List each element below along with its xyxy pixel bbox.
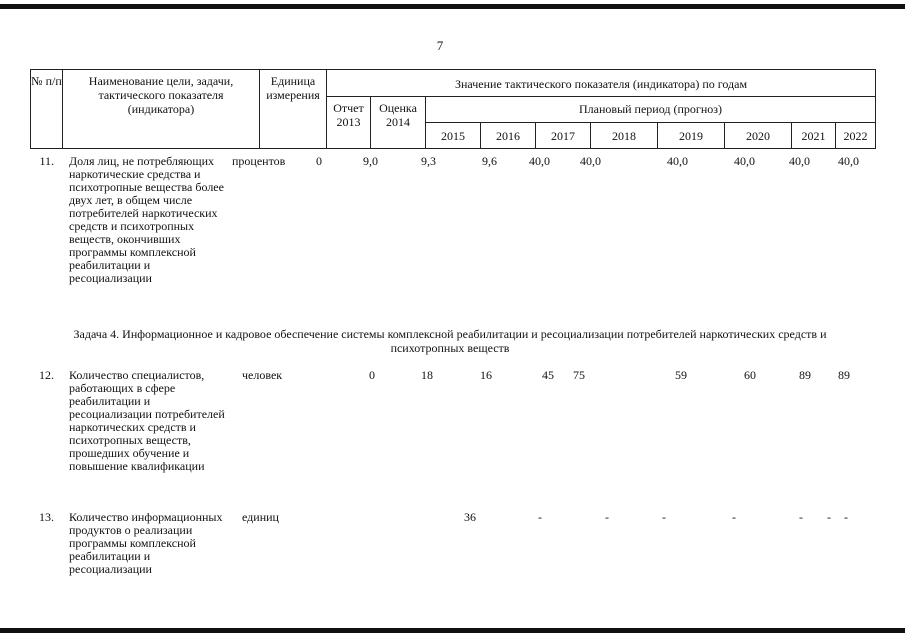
value-2022: 40,0	[838, 154, 859, 168]
value-2021: -	[827, 510, 831, 524]
value-2021: 89	[799, 368, 811, 382]
row-unit: единиц	[242, 510, 279, 524]
header-col-name: Наименование цели, задачи, тактического показателя (индикатора)	[62, 69, 260, 149]
value-2013: 0	[316, 154, 322, 168]
value-2018: 75	[573, 368, 585, 382]
value-2017: 45	[542, 368, 554, 382]
value-2016: 16	[480, 368, 492, 382]
page-number: 7	[436, 38, 444, 53]
row-name: Количество специалистов, работающих в сфере реабилитации и ресоциализации потребителей наркотических средств и психотропных веществ, прошедших обучение и повышение квалификации	[69, 368, 225, 473]
value-2014: 9,0	[363, 154, 378, 168]
bottom-border	[0, 628, 905, 633]
value-2019: 59	[675, 368, 687, 382]
row-name: Количество информационных продуктов о реализации программы комплексной реабилитации и ресоциализации	[69, 510, 223, 576]
value-2021: 40,0	[789, 154, 810, 168]
value-2019: -	[732, 510, 736, 524]
row-number: 11.	[39, 154, 54, 168]
value-2020: -	[799, 510, 803, 524]
header-col-number: № п/п	[30, 69, 63, 149]
header-col-report: Отчет 2013	[326, 96, 371, 149]
header-col-estimate: Оценка 2014	[370, 96, 426, 149]
header-year: 2019	[657, 122, 725, 149]
header-col-values: Значение тактического показателя (индикатора) по годам	[326, 69, 876, 97]
header-year: 2017	[535, 122, 591, 149]
value-2018: 40,0	[580, 154, 601, 168]
top-border	[0, 4, 905, 9]
header-year: 2015	[425, 122, 481, 149]
value-2022: 89	[838, 368, 850, 382]
header-year: 2018	[590, 122, 658, 149]
value-2014: 0	[369, 368, 375, 382]
value-2015: 18	[421, 368, 433, 382]
header-year: 2022	[835, 122, 876, 149]
table-header	[30, 69, 876, 149]
row-number: 13.	[39, 510, 54, 524]
value-2015: 36	[464, 510, 476, 524]
value-2020: 40,0	[734, 154, 755, 168]
row-number: 12.	[39, 368, 54, 382]
header-year: 2016	[480, 122, 536, 149]
row-name: Доля лиц, не потребляющих наркотические средства и психотропные вещества более двух лет, в общем числе потребителей наркотических средств и психотропных веществ, окончивших программы комплексной реабилитации и ресоциализации	[69, 154, 224, 285]
task-heading: Задача 4. Информационное и кадровое обеспечение системы комплексной реабилитации и ресоциализации потребителей наркотических средств и психотропных веществ	[73, 327, 827, 355]
value-2019: 40,0	[667, 154, 688, 168]
value-2017: 40,0	[529, 154, 550, 168]
value-2022: -	[844, 510, 848, 524]
header-year: 2020	[724, 122, 792, 149]
value-2020: 60	[744, 368, 756, 382]
header-year: 2021	[791, 122, 836, 149]
value-2015: 9,3	[421, 154, 436, 168]
value-2016: -	[538, 510, 542, 524]
row-unit: процентов	[232, 154, 286, 168]
header-col-unit: Единица измерения	[259, 69, 327, 149]
value-2017: -	[605, 510, 609, 524]
header-col-plan: Плановый период (прогноз)	[425, 96, 876, 123]
value-2016: 9,6	[482, 154, 497, 168]
row-unit: человек	[242, 368, 283, 382]
value-2018: -	[662, 510, 666, 524]
